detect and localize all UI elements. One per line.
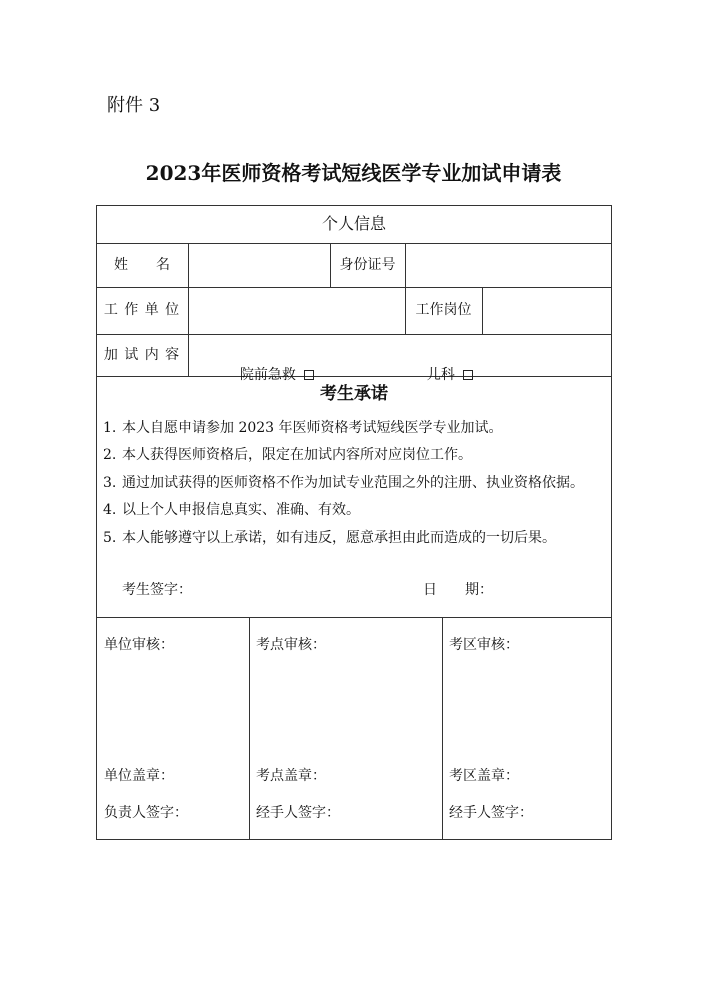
exam-site-review-label: 考点审核： [256, 637, 326, 653]
row-divider [96, 334, 612, 335]
pledge-item-number: 5. [103, 530, 117, 546]
attachment-label: 附件 3 [107, 95, 161, 116]
candidate-signature-label: 考生签字： [122, 582, 192, 598]
name-field [189, 244, 330, 287]
position-label: 工作岗位 [415, 302, 472, 318]
exam-area-review-label: 考区审核： [449, 637, 519, 653]
pledge-item-text: 本人自愿申请参加 2023 年医师资格考试短线医学专业加试。 [122, 420, 503, 436]
position-field [483, 288, 611, 334]
option-pediatrics [418, 345, 473, 383]
form-title: 2023年医师资格考试短线医学专业加试申请表 [145, 161, 562, 185]
pledge-item-number: 3. [103, 475, 117, 491]
unit-responsible-signature-label: 负责人签字： [104, 805, 188, 821]
pledge-item-text: 以上个人申报信息真实、准确、有效。 [122, 502, 360, 518]
name-label: 姓 名 [114, 257, 170, 273]
exam-area-stamp-label: 考区盖章： [449, 768, 519, 784]
option-prehospital-emergency [231, 345, 314, 383]
exam-content-label: 加 试 内 容 [103, 347, 181, 363]
option-label: 儿科 [426, 367, 455, 383]
id-number-field [406, 244, 611, 287]
work-unit-label: 工 作 单 位 [103, 302, 181, 318]
work-unit-field [189, 288, 405, 334]
checkbox-icon [304, 370, 314, 380]
pledge-item-text: 本人获得医师资格后，限定在加试内容所对应岗位工作。 [122, 447, 472, 463]
row-divider [96, 376, 612, 377]
pledge-item-number: 4. [103, 502, 117, 518]
unit-review-label: 单位审核： [104, 637, 174, 653]
section-title-pledge: 考生承诺 [320, 384, 388, 404]
option-label: 院前急救 [239, 367, 296, 383]
pledge-item-text: 本人能够遵守以上承诺，如有违反，愿意承担由此而造成的一切后果。 [122, 530, 556, 546]
date-label: 日 期： [423, 582, 493, 598]
exam-area-handler-signature-label: 经手人签字： [449, 805, 533, 821]
pledge-item-number: 1. [103, 420, 117, 436]
checkbox-icon [463, 370, 473, 380]
section-title-personal-info: 个人信息 [321, 214, 386, 233]
unit-stamp-label: 单位盖章： [104, 768, 174, 784]
exam-site-stamp-label: 考点盖章： [256, 768, 326, 784]
exam-site-handler-signature-label: 经手人签字： [256, 805, 340, 821]
id-number-label: 身份证号 [339, 257, 396, 273]
pledge-item-number: 2. [103, 447, 117, 463]
pledge-item-text: 通过加试获得的医师资格不作为加试专业范围之外的注册、执业资格依据。 [122, 475, 584, 491]
